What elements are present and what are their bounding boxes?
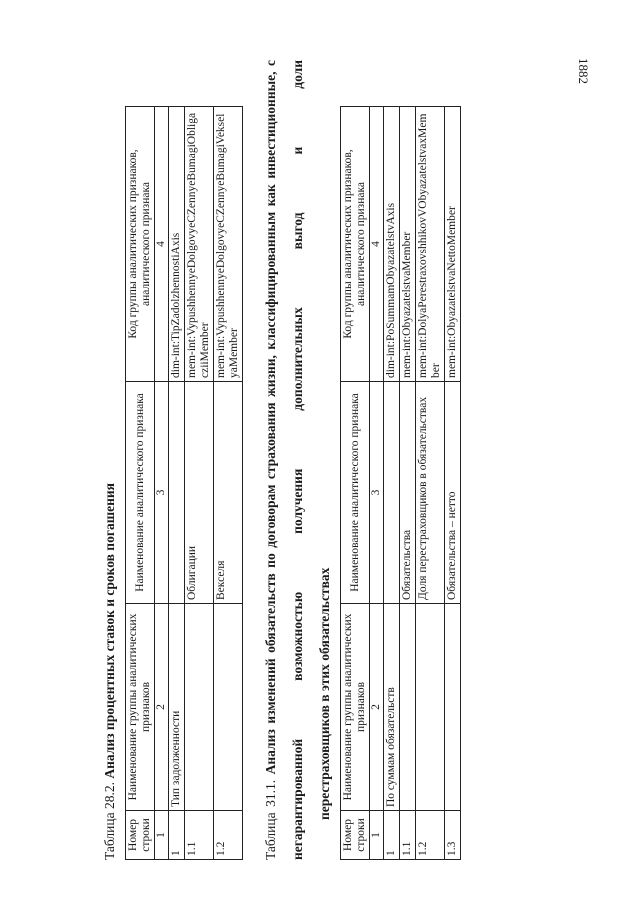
group-name: По суммам обязательств: [384, 604, 400, 811]
page-number: 1882: [576, 58, 591, 84]
group-name: [416, 604, 445, 811]
group-name: [185, 604, 214, 811]
column-number: 3: [370, 382, 384, 604]
code: mem-int:ObyazatelstvaMember: [400, 107, 416, 382]
code: mem-int:VypushhennyeDolgovyeCZennyeBumagiVekselyaMember: [214, 107, 243, 382]
column-number: 1: [370, 811, 384, 860]
row-number: 1.1: [185, 811, 214, 860]
column-number: 4: [155, 107, 169, 382]
row-number: 1.2: [416, 811, 445, 860]
feature-name: Облигации: [185, 382, 214, 604]
column-number: 3: [155, 382, 169, 604]
header-row-number: Номер строки: [126, 811, 155, 860]
header-feature-name: Наименование аналитического признака: [126, 382, 155, 604]
code: dim-int:TipZadolzhennostiAxis: [169, 107, 185, 382]
header-row-number: Номер строки: [341, 811, 370, 860]
group-name: [400, 604, 416, 811]
header-group-name: Наименование группы аналитических признаков: [126, 604, 155, 811]
caption-title: Анализ процентных ставок и сроков погашения: [102, 483, 117, 779]
code: mem-int:VypushhennyeDolgovyeCZennyeBumagiObligacziiMember: [185, 107, 214, 382]
feature-name: Векселя: [214, 382, 243, 604]
feature-name: Обязательства: [400, 382, 416, 604]
table-row: [416, 107, 445, 860]
group-name: Тип задолженности: [169, 604, 185, 811]
header-feature-name: Наименование аналитического признака: [341, 382, 370, 604]
caption-title-continued: перестраховщиков в этих обязательствах: [317, 567, 332, 820]
column-number: 2: [370, 604, 384, 811]
row-number: 1: [169, 811, 185, 860]
code: dim-int:PoSummamObyazatelstvAxis: [384, 107, 400, 382]
table-row: [169, 107, 185, 860]
caption-title: Анализ изменений обязательств по договорам страхования жизни, классифицированным как инвестиционные, с негарантированной возможностью получения дополнительных выгод и доли: [263, 59, 305, 860]
caption-prefix: Таблица 31.1.: [263, 779, 278, 860]
table-row: [384, 107, 400, 860]
row-number: 1: [384, 811, 400, 860]
table-row: [400, 107, 416, 860]
column-number: 2: [155, 604, 169, 811]
rotated-page-content: [96, 60, 516, 860]
table-row: [214, 107, 243, 860]
table-row: [445, 107, 461, 860]
row-number: 1.1: [400, 811, 416, 860]
group-name: [214, 604, 243, 811]
group-name: [445, 604, 461, 811]
table-28-2: [125, 106, 243, 860]
column-number: 1: [155, 811, 169, 860]
table-row: [185, 107, 214, 860]
feature-name: [384, 382, 400, 604]
code: mem-int:ObyazatelstvaNettoMember: [445, 107, 461, 382]
header-code: Код группы аналитических признаков, аналитического признака: [341, 107, 370, 382]
row-number: 1.2: [214, 811, 243, 860]
table-caption-31-1: [257, 60, 338, 860]
column-number: 4: [370, 107, 384, 382]
code: mem-int:DolyaPerestraxovshhikovVObyazatelstvaxMember: [416, 107, 445, 382]
feature-name: Доля перестраховщиков в обязательствах: [416, 382, 445, 604]
feature-name: Обязательства – нетто: [445, 382, 461, 604]
table-caption-28-2: [96, 60, 123, 860]
table-31-1: [340, 106, 461, 860]
feature-name: [169, 382, 185, 604]
row-number: 1.3: [445, 811, 461, 860]
header-group-name: Наименование группы аналитических признаков: [341, 604, 370, 811]
header-code: Код группы аналитических признаков, аналитического признака: [126, 107, 155, 382]
caption-prefix: Таблица 28.2.: [102, 782, 117, 860]
